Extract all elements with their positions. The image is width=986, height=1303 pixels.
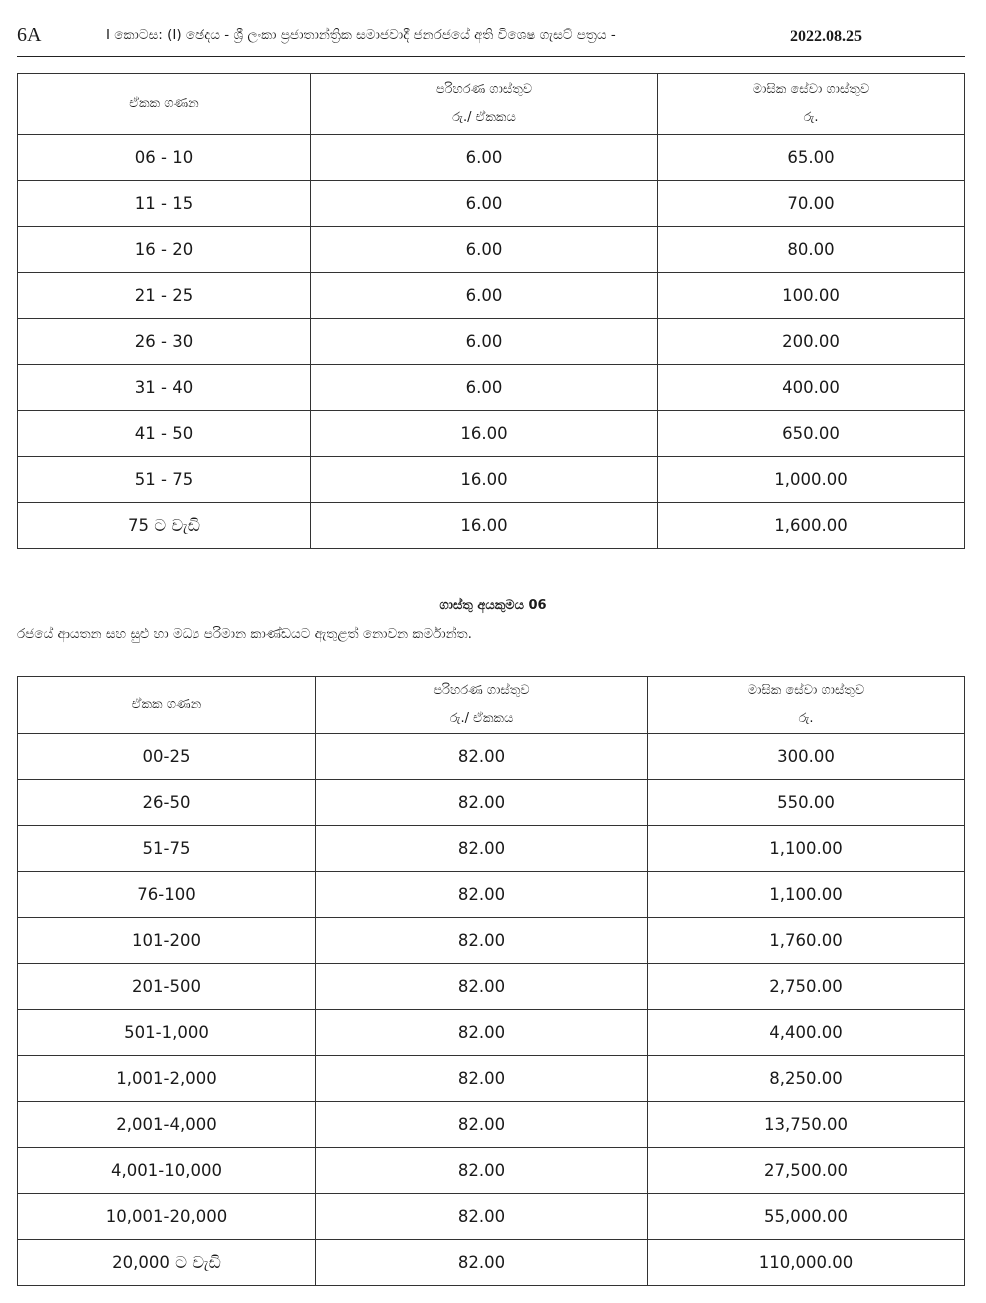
cell-monthly-charge: 13,750.00 (648, 1102, 965, 1148)
table-row (18, 503, 965, 549)
cell-units: 101-200 (18, 918, 316, 964)
column-header-line: පරිහරණ ගාස්තුව (433, 683, 530, 698)
cell-usage-charge: 82.00 (316, 780, 648, 826)
table-row (18, 1240, 965, 1286)
cell-usage-charge: 6.00 (311, 135, 658, 181)
cell-monthly-charge: 550.00 (648, 780, 965, 826)
cell-units: 11 - 15 (18, 181, 311, 227)
column-header-unit: රු. (803, 110, 819, 125)
column-header-monthly-charge (648, 677, 965, 734)
cell-monthly-charge: 100.00 (658, 273, 965, 319)
cell-usage-charge: 82.00 (316, 734, 648, 780)
table-row (18, 918, 965, 964)
cell-usage-charge: 6.00 (311, 319, 658, 365)
cell-monthly-charge: 1,100.00 (648, 826, 965, 872)
cell-units: 75 ට වැඩි (18, 503, 311, 549)
column-header-unit: රු./ ඒකකය (452, 110, 516, 125)
table-row (18, 319, 965, 365)
cell-usage-charge: 82.00 (316, 1010, 648, 1056)
page-header (0, 0, 986, 58)
cell-units: 4,001-10,000 (18, 1148, 316, 1194)
cell-usage-charge: 82.00 (316, 872, 648, 918)
cell-monthly-charge: 1,000.00 (658, 457, 965, 503)
cell-units: 20,000 ට වැඩි (18, 1240, 316, 1286)
cell-monthly-charge: 70.00 (658, 181, 965, 227)
cell-monthly-charge: 8,250.00 (648, 1056, 965, 1102)
table-row (18, 1194, 965, 1240)
cell-units: 26-50 (18, 780, 316, 826)
cell-usage-charge: 16.00 (311, 503, 658, 549)
cell-units: 41 - 50 (18, 411, 311, 457)
table-row (18, 734, 965, 780)
cell-monthly-charge: 650.00 (658, 411, 965, 457)
cell-monthly-charge: 2,750.00 (648, 964, 965, 1010)
table-body (18, 135, 965, 549)
table-row (18, 411, 965, 457)
cell-usage-charge: 82.00 (316, 1102, 648, 1148)
cell-usage-charge: 6.00 (311, 227, 658, 273)
column-header-usage-charge (316, 677, 648, 734)
cell-units: 1,001-2,000 (18, 1056, 316, 1102)
column-header-unit: රු. (798, 711, 814, 726)
cell-units: 201-500 (18, 964, 316, 1010)
column-header-usage-charge (311, 74, 658, 135)
cell-monthly-charge: 80.00 (658, 227, 965, 273)
table-row (18, 227, 965, 273)
cell-monthly-charge: 1,600.00 (658, 503, 965, 549)
tariff-table-2 (17, 676, 965, 1286)
table-row (18, 457, 965, 503)
cell-usage-charge: 82.00 (316, 964, 648, 1010)
page-number: 6A (17, 24, 42, 46)
cell-units: 00-25 (18, 734, 316, 780)
gazette-title: I කොටස: (I) ඡෙදය - ශ්‍රී ලංකා ප්‍රජාතාන්ත්‍රික සමාජවාදී ජනරජයේ අති විශෙෂ ගැසට් පත්‍රය - (106, 27, 616, 43)
table-row (18, 780, 965, 826)
cell-monthly-charge: 1,100.00 (648, 872, 965, 918)
cell-units: 10,001-20,000 (18, 1194, 316, 1240)
cell-usage-charge: 82.00 (316, 826, 648, 872)
cell-monthly-charge: 110,000.00 (648, 1240, 965, 1286)
tariff-table-1 (17, 73, 965, 549)
cell-monthly-charge: 65.00 (658, 135, 965, 181)
cell-monthly-charge: 27,500.00 (648, 1148, 965, 1194)
column-header-line: මාසික සේවා ගාස්තුව (752, 82, 870, 97)
cell-units: 06 - 10 (18, 135, 311, 181)
header-divider (17, 56, 965, 57)
cell-usage-charge: 82.00 (316, 1240, 648, 1286)
cell-usage-charge: 6.00 (311, 273, 658, 319)
cell-usage-charge: 16.00 (311, 457, 658, 503)
cell-monthly-charge: 400.00 (658, 365, 965, 411)
cell-units: 51 - 75 (18, 457, 311, 503)
table-row (18, 1102, 965, 1148)
table-row (18, 964, 965, 1010)
cell-units: 51-75 (18, 826, 316, 872)
table-row (18, 181, 965, 227)
cell-monthly-charge: 300.00 (648, 734, 965, 780)
table-row (18, 273, 965, 319)
table-header-row (18, 74, 965, 135)
column-header-units: ඒකක ගණන (18, 677, 316, 734)
cell-monthly-charge: 200.00 (658, 319, 965, 365)
column-header-monthly-charge (658, 74, 965, 135)
table-row (18, 1148, 965, 1194)
cell-usage-charge: 82.00 (316, 1148, 648, 1194)
table-row (18, 826, 965, 872)
table-header-row (18, 677, 965, 734)
table-row (18, 1010, 965, 1056)
cell-monthly-charge: 1,760.00 (648, 918, 965, 964)
cell-units: 26 - 30 (18, 319, 311, 365)
cell-units: 16 - 20 (18, 227, 311, 273)
cell-usage-charge: 82.00 (316, 1194, 648, 1240)
cell-units: 501-1,000 (18, 1010, 316, 1056)
table-row (18, 135, 965, 181)
table-body (18, 734, 965, 1286)
cell-units: 31 - 40 (18, 365, 311, 411)
column-header-units: ඒකක ගණන (18, 74, 311, 135)
column-header-line: පරිහරණ ගාස්තුව (435, 82, 533, 97)
cell-units: 76-100 (18, 872, 316, 918)
cell-monthly-charge: 55,000.00 (648, 1194, 965, 1240)
table-row (18, 365, 965, 411)
cell-usage-charge: 6.00 (311, 181, 658, 227)
column-header-line: මාසික සේවා ගාස්තුව (747, 683, 865, 698)
column-header-unit: රු./ ඒකකය (449, 711, 514, 726)
gazette-date: 2022.08.25 (790, 28, 862, 45)
cell-usage-charge: 16.00 (311, 411, 658, 457)
cell-monthly-charge: 4,400.00 (648, 1010, 965, 1056)
cell-usage-charge: 6.00 (311, 365, 658, 411)
cell-usage-charge: 82.00 (316, 1056, 648, 1102)
cell-usage-charge: 82.00 (316, 918, 648, 964)
cell-units: 21 - 25 (18, 273, 311, 319)
table-row (18, 872, 965, 918)
section-title: ගාස්තු අයකුමය 06 (439, 598, 547, 613)
table-row (18, 1056, 965, 1102)
cell-units: 2,001-4,000 (18, 1102, 316, 1148)
section-description: රජයේ ආයතන සහ සුළු හා මධ්‍ය පරිමාන කාණ්ඩයට ඇතුළත් නොවන කර්මාන්ත. (17, 626, 472, 642)
